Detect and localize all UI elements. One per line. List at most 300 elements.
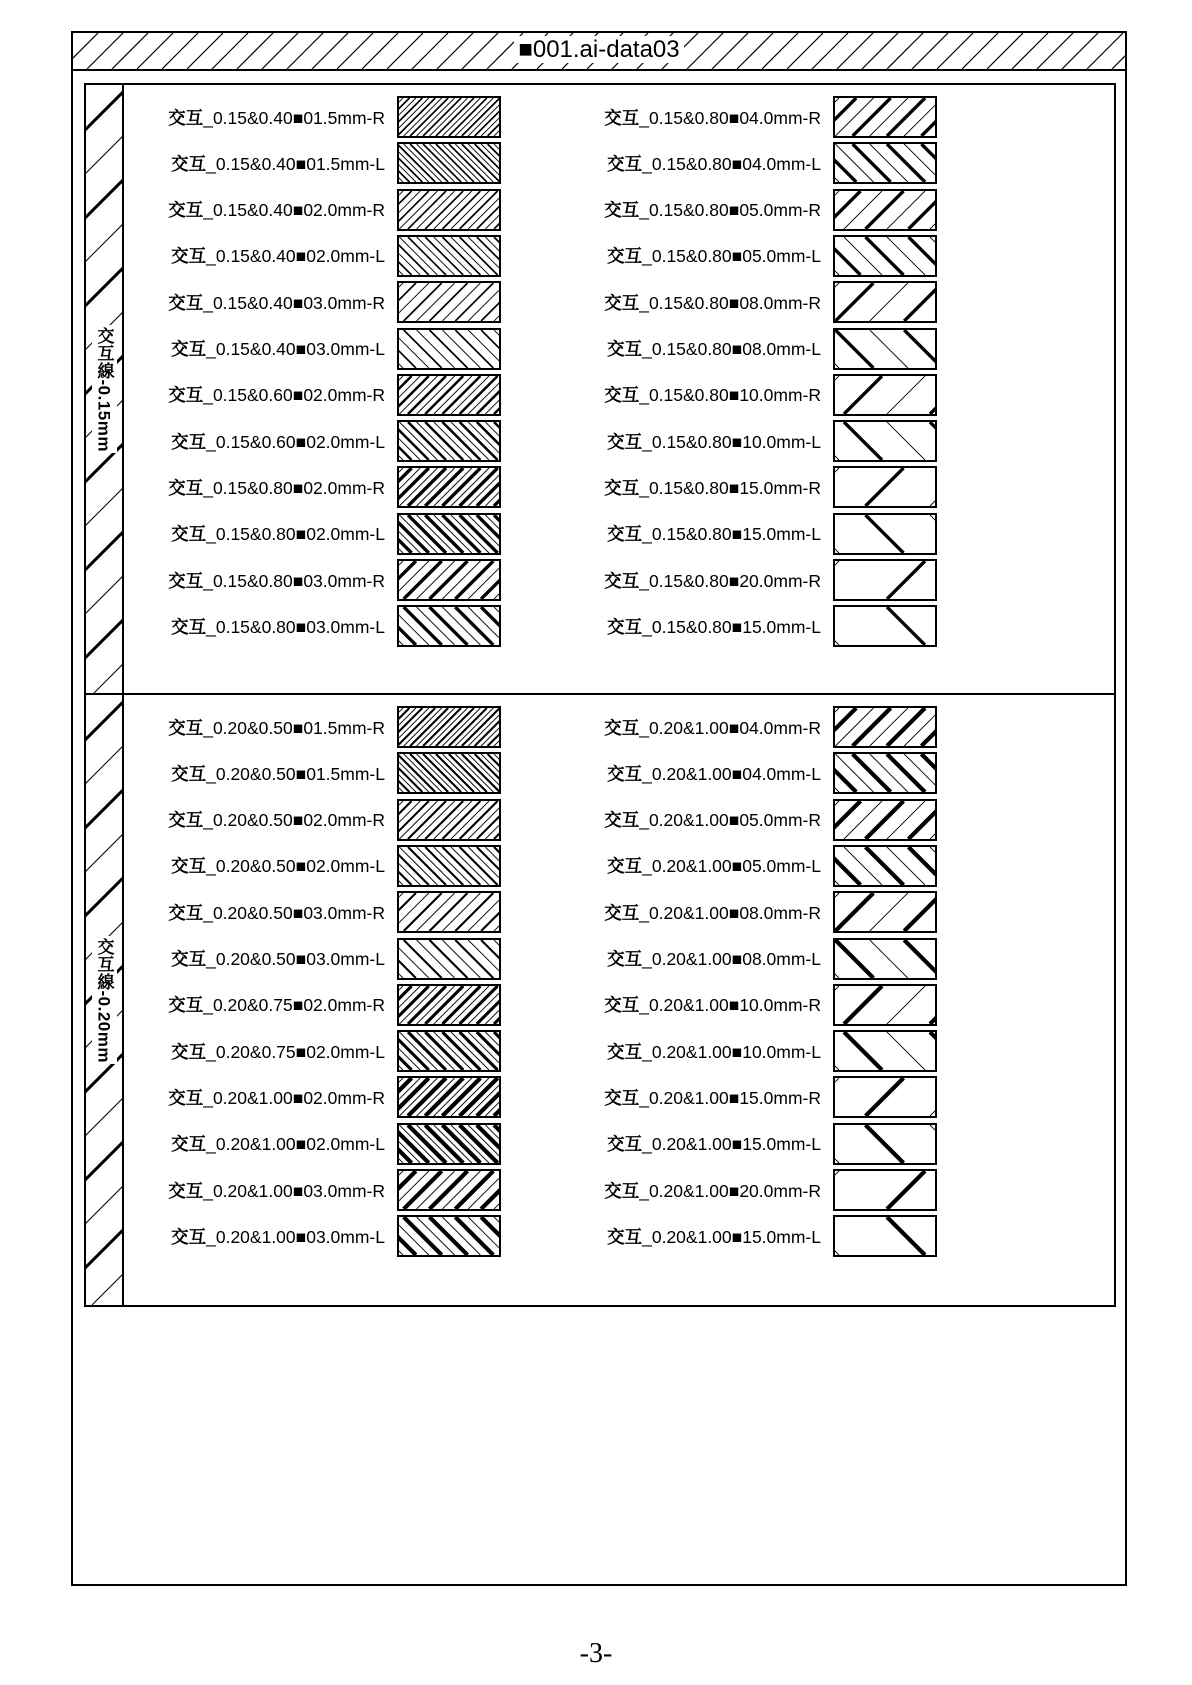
entry-label <box>142 1178 397 1203</box>
hatch-line <box>425 847 463 885</box>
legend-entry <box>142 937 501 981</box>
section-label-text: 交互線-0.20mm <box>92 936 117 1065</box>
hatch-swatch <box>397 235 501 277</box>
hatch-line <box>399 607 403 645</box>
hatch-line <box>835 607 839 645</box>
hatch-line <box>835 801 839 839</box>
hatch-swatch <box>397 984 501 1026</box>
hatch-line <box>835 144 873 182</box>
entry-label <box>142 992 397 1017</box>
hatch-line <box>887 1032 925 1070</box>
hatch-line <box>887 847 925 885</box>
legend-entry <box>142 983 501 1027</box>
hatch-line <box>844 422 882 460</box>
hatch-line <box>399 330 403 368</box>
hatch-line <box>870 940 908 978</box>
hatch-line <box>460 191 498 229</box>
hatch-swatch-graphic <box>835 1125 935 1163</box>
entry-label <box>578 761 833 786</box>
hatch-line <box>408 1032 446 1070</box>
legend-entry <box>578 95 937 139</box>
hatch-swatch-graphic <box>399 940 499 978</box>
hatch-line <box>835 708 856 746</box>
hatch-swatch-graphic <box>835 607 935 645</box>
hatch-line <box>870 708 908 746</box>
entry-label <box>578 946 833 971</box>
hatch-swatch-graphic <box>399 1171 499 1209</box>
legend-entry <box>578 604 937 648</box>
hatch-line <box>835 376 839 414</box>
hatch-line <box>904 940 935 978</box>
entry-label <box>578 614 833 639</box>
hatch-line <box>408 847 446 885</box>
entry-spec: _0.15&0.80■08.0mm-L <box>642 339 821 359</box>
hatch-line <box>460 515 498 553</box>
hatch-line <box>844 191 882 229</box>
entry-prefix: 交互 <box>604 717 640 738</box>
hatch-line <box>835 144 856 182</box>
hatch-line <box>887 801 925 839</box>
hatch-line <box>866 191 904 229</box>
hatch-line <box>904 330 935 368</box>
entry-spec: _0.20&1.00■05.0mm-R <box>639 810 821 831</box>
hatch-swatch-graphic <box>835 561 935 599</box>
entry-label <box>578 1178 833 1203</box>
hatch-swatch-graphic <box>835 98 935 136</box>
entry-spec: _0.15&0.80■15.0mm-L <box>642 524 821 545</box>
hatch-line <box>835 1125 839 1163</box>
hatch-line <box>930 515 935 553</box>
hatch-swatch <box>397 845 501 887</box>
entry-prefix: 交互 <box>171 856 207 877</box>
entry-prefix: 交互 <box>168 570 204 591</box>
entry-prefix: 交互 <box>171 1226 207 1247</box>
hatch-line <box>399 330 429 368</box>
hatch-line <box>870 754 908 792</box>
hatch-line <box>844 847 882 885</box>
legend-entry <box>142 280 501 324</box>
entry-prefix: 交互 <box>604 477 640 498</box>
hatch-line <box>835 422 839 460</box>
entry-label <box>578 382 833 407</box>
hatch-line <box>909 237 936 275</box>
legend-entry <box>578 798 937 842</box>
entry-prefix: 交互 <box>171 616 207 637</box>
hatch-line <box>481 283 499 321</box>
hatch-line <box>460 468 498 506</box>
hatch-line <box>460 986 498 1024</box>
hatch-swatch <box>397 189 501 231</box>
entry-prefix: 交互 <box>168 200 204 221</box>
legend-entry <box>142 705 501 749</box>
entry-prefix: 交互 <box>607 1226 643 1247</box>
hatch-line <box>399 940 429 978</box>
hatch-line <box>930 1125 935 1163</box>
hatch-swatch-graphic <box>835 893 935 931</box>
legend-entry <box>142 1029 501 1073</box>
hatch-line <box>930 191 935 229</box>
hatch-line <box>408 376 446 414</box>
hatch-swatch <box>833 466 937 508</box>
hatch-swatch <box>833 1169 937 1211</box>
legend-entry <box>578 373 937 417</box>
hatch-swatch-graphic <box>399 144 499 182</box>
hatch-swatch <box>833 235 937 277</box>
hatch-line <box>835 283 839 321</box>
entry-spec: _0.15&0.40■02.0mm-R <box>203 200 385 221</box>
legend-entry <box>578 983 937 1027</box>
hatch-swatch-graphic <box>399 754 499 792</box>
hatch-line <box>408 801 446 839</box>
entry-spec: _0.20&1.00■02.0mm-R <box>203 1087 385 1108</box>
entry-label <box>578 475 833 500</box>
hatch-swatch <box>833 1076 937 1118</box>
header-band <box>73 33 1125 71</box>
entry-label <box>142 1224 397 1249</box>
hatch-line <box>853 708 891 746</box>
hatch-swatch <box>833 420 937 462</box>
hatch-line <box>866 847 904 885</box>
hatch-line <box>481 940 499 978</box>
hatch-line <box>835 191 861 229</box>
entry-spec: _0.20&0.50■03.0mm-L <box>206 949 385 969</box>
entry-spec: _0.15&0.80■04.0mm-R <box>639 107 821 128</box>
entry-label <box>578 1039 833 1064</box>
hatch-line <box>481 98 499 136</box>
hatch-line <box>866 1125 904 1163</box>
entry-label <box>578 1131 833 1156</box>
hatch-swatch <box>397 281 501 323</box>
legend-entry <box>142 188 501 232</box>
entry-label <box>578 1085 833 1110</box>
entry-prefix: 交互 <box>171 1041 207 1062</box>
hatch-swatch-graphic <box>835 1078 935 1116</box>
hatch-line <box>835 1078 839 1116</box>
entry-label <box>142 243 397 268</box>
hatch-line <box>425 801 463 839</box>
entry-spec: _0.20&1.00■03.0mm-R <box>203 1180 385 1201</box>
entry-spec: _0.15&0.80■15.0mm-L <box>642 616 821 637</box>
hatch-line <box>477 801 499 839</box>
entry-spec: _0.15&0.40■01.5mm-R <box>203 107 385 128</box>
hatch-swatch <box>397 1076 501 1118</box>
entry-spec: _0.20&1.00■05.0mm-L <box>642 856 821 877</box>
entry-spec: _0.15&0.80■15.0mm-R <box>639 477 821 498</box>
entry-label <box>142 614 397 639</box>
hatch-swatch <box>833 984 937 1026</box>
entry-prefix: 交互 <box>168 902 204 923</box>
hatch-line <box>442 801 480 839</box>
hatch-line <box>425 1125 463 1163</box>
legend-entry <box>578 419 937 463</box>
hatch-swatch-graphic <box>835 986 935 1024</box>
hatch-swatch-graphic <box>399 376 499 414</box>
entry-label <box>578 1224 833 1249</box>
entry-prefix: 交互 <box>607 949 643 969</box>
legend-entry <box>578 937 937 981</box>
entry-prefix: 交互 <box>607 246 643 267</box>
hatch-line <box>844 376 882 414</box>
hatch-swatch-graphic <box>399 1125 499 1163</box>
legend-entry <box>578 558 937 602</box>
hatch-line <box>399 940 416 978</box>
hatch-swatch <box>833 1030 937 1072</box>
hatch-swatch <box>397 96 501 138</box>
legend-entry <box>142 512 501 556</box>
hatch-line <box>477 847 499 885</box>
entry-spec: _0.15&0.40■03.0mm-R <box>203 292 385 313</box>
hatch-line <box>930 1032 935 1070</box>
hatch-swatch-graphic <box>835 237 935 275</box>
hatch-line <box>425 986 463 1024</box>
hatch-line <box>408 1125 446 1163</box>
hatch-swatch <box>397 374 501 416</box>
legend-entry <box>578 512 937 556</box>
hatch-line <box>399 893 403 931</box>
hatch-swatch-graphic <box>835 847 935 885</box>
hatch-line <box>835 330 873 368</box>
section-label-text: 交互線-0.15mm <box>92 325 117 454</box>
hatch-swatch-graphic <box>399 708 499 746</box>
hatch-line <box>930 376 935 414</box>
hatch-line <box>399 561 403 599</box>
entry-label <box>142 1039 397 1064</box>
entry-prefix: 交互 <box>171 431 207 452</box>
legend-entry <box>578 327 937 371</box>
hatch-line <box>887 237 925 275</box>
hatch-swatch <box>833 559 937 601</box>
hatch-legend <box>84 83 1116 1307</box>
hatch-line <box>835 330 839 368</box>
hatch-swatch <box>833 281 937 323</box>
entry-prefix: 交互 <box>168 810 204 831</box>
hatch-line <box>399 893 416 931</box>
entry-label <box>578 151 833 176</box>
entry-label <box>142 1085 397 1110</box>
hatch-swatch <box>833 1123 937 1165</box>
hatch-swatch <box>397 752 501 794</box>
entry-prefix: 交互 <box>607 431 643 452</box>
hatch-line <box>870 98 908 136</box>
entry-label <box>578 105 833 130</box>
entry-spec: _0.15&0.80■03.0mm-R <box>203 570 385 591</box>
hatch-line <box>866 237 904 275</box>
section-side-band <box>86 85 124 693</box>
hatch-swatch <box>397 891 501 933</box>
entry-spec: _0.15&0.40■02.0mm-L <box>206 246 385 267</box>
hatch-line <box>399 330 416 368</box>
hatch-line <box>930 986 935 1024</box>
entry-label <box>578 521 833 546</box>
entry-label <box>142 151 397 176</box>
legend-entry <box>142 558 501 602</box>
legend-entry <box>142 1122 501 1166</box>
entry-prefix: 交互 <box>604 1180 640 1201</box>
hatch-line <box>887 191 925 229</box>
hatch-line <box>481 561 499 599</box>
hatch-line <box>887 422 925 460</box>
hatch-line <box>870 893 908 931</box>
hatch-swatch-graphic <box>399 283 499 321</box>
hatch-line <box>408 468 446 506</box>
legend-entry <box>578 141 937 185</box>
hatch-swatch <box>397 466 501 508</box>
hatch-line <box>408 986 446 1024</box>
legend-entry <box>142 141 501 185</box>
entry-prefix: 交互 <box>168 717 204 738</box>
legend-entry <box>578 188 937 232</box>
entry-spec: _0.20&1.00■03.0mm-L <box>206 1226 385 1247</box>
entry-spec: _0.15&0.60■02.0mm-L <box>206 431 385 452</box>
hatch-line <box>425 191 463 229</box>
hatch-swatch-graphic <box>399 607 499 645</box>
entry-label <box>142 382 397 407</box>
hatch-swatch-graphic <box>835 1032 935 1070</box>
hatch-swatch <box>833 938 937 980</box>
section-crosshatch-0-20mm <box>86 695 1114 1305</box>
hatch-line <box>460 1125 498 1163</box>
page-number: -3- <box>579 1638 613 1669</box>
legend-entry <box>142 465 501 509</box>
entry-prefix: 交互 <box>168 477 204 498</box>
hatch-swatch <box>833 96 937 138</box>
hatch-line <box>442 1032 480 1070</box>
hatch-line <box>904 893 935 931</box>
hatch-line <box>835 468 839 506</box>
entry-prefix: 交互 <box>171 339 207 359</box>
entry-spec: _0.15&0.60■02.0mm-R <box>203 385 385 406</box>
legend-entry <box>142 798 501 842</box>
legend-entry <box>142 604 501 648</box>
hatch-line <box>835 1032 839 1070</box>
hatch-swatch <box>397 559 501 601</box>
entry-spec: _0.20&1.00■08.0mm-L <box>642 949 821 969</box>
hatch-line <box>904 283 935 321</box>
entry-spec: _0.15&0.80■10.0mm-L <box>642 431 821 452</box>
entry-label <box>578 900 833 925</box>
entry-label <box>578 336 833 361</box>
hatch-line <box>442 422 480 460</box>
hatch-line <box>481 754 499 792</box>
hatch-line <box>887 144 925 182</box>
entry-prefix: 交互 <box>168 1180 204 1201</box>
hatch-line <box>887 708 925 746</box>
hatch-line <box>887 561 925 599</box>
entry-prefix: 交互 <box>168 107 204 128</box>
hatch-line <box>835 801 861 839</box>
hatch-line <box>835 893 873 931</box>
hatch-swatch-graphic <box>399 801 499 839</box>
hatch-line <box>442 376 480 414</box>
hatch-swatch-graphic <box>399 98 499 136</box>
entry-label <box>578 807 833 832</box>
hatch-swatch-graphic <box>399 468 499 506</box>
section-label <box>86 85 122 693</box>
hatch-line <box>866 1078 904 1116</box>
entry-prefix: 交互 <box>604 107 640 128</box>
hatch-line <box>835 940 873 978</box>
entry-spec: _0.15&0.80■08.0mm-R <box>639 292 821 313</box>
hatch-line <box>835 283 873 321</box>
entry-spec: _0.20&0.50■03.0mm-R <box>203 902 385 923</box>
hatch-line <box>887 1217 925 1255</box>
hatch-line <box>481 893 499 931</box>
hatch-line <box>442 515 480 553</box>
entry-spec: _0.15&0.80■05.0mm-R <box>639 200 821 221</box>
hatch-line <box>887 986 925 1024</box>
hatch-swatch-graphic <box>399 893 499 931</box>
hatch-swatch <box>833 752 937 794</box>
hatch-line <box>425 1078 463 1116</box>
legend-entry <box>578 1122 937 1166</box>
hatch-line <box>442 237 480 275</box>
hatch-line <box>835 847 861 885</box>
hatch-line <box>844 801 882 839</box>
entry-prefix: 交互 <box>604 810 640 831</box>
hatch-swatch-graphic <box>399 1032 499 1070</box>
entry-label <box>142 715 397 740</box>
hatch-line <box>442 468 480 506</box>
hatch-line <box>835 708 873 746</box>
entry-prefix: 交互 <box>171 763 207 784</box>
hatch-swatch <box>833 1215 937 1257</box>
hatch-line <box>853 98 891 136</box>
entry-prefix: 交互 <box>171 949 207 969</box>
hatch-line <box>835 986 839 1024</box>
entry-prefix: 交互 <box>607 616 643 637</box>
entry-label <box>142 761 397 786</box>
hatch-swatch-graphic <box>835 1217 935 1255</box>
hatch-line <box>460 1078 498 1116</box>
hatch-swatch-graphic <box>835 801 935 839</box>
legend-entry <box>578 465 937 509</box>
hatch-swatch <box>397 328 501 370</box>
entry-spec: _0.20&1.00■10.0mm-R <box>639 995 821 1016</box>
entry-label <box>142 521 397 546</box>
entry-spec: _0.20&1.00■04.0mm-L <box>642 763 821 784</box>
hatch-swatch-graphic <box>399 237 499 275</box>
entry-spec: _0.20&0.75■02.0mm-R <box>203 995 385 1016</box>
hatch-line <box>930 1078 935 1116</box>
hatch-line <box>399 283 429 321</box>
hatch-line <box>909 191 936 229</box>
hatch-line <box>481 607 499 645</box>
hatch-line <box>442 1078 480 1116</box>
entry-label <box>578 715 833 740</box>
hatch-line <box>425 422 463 460</box>
hatch-swatch-graphic <box>835 191 935 229</box>
hatch-line <box>425 515 463 553</box>
hatch-swatch-graphic <box>399 561 499 599</box>
legend-entry <box>578 280 937 324</box>
hatch-line <box>835 98 856 136</box>
hatch-line <box>399 940 403 978</box>
legend-entry <box>142 419 501 463</box>
hatch-line <box>481 708 499 746</box>
hatch-line <box>866 468 904 506</box>
entry-prefix: 交互 <box>604 902 640 923</box>
hatch-line <box>468 330 499 368</box>
entry-spec: _0.15&0.80■10.0mm-R <box>639 385 821 406</box>
hatch-line <box>399 283 403 321</box>
entry-label <box>142 336 397 361</box>
hatch-line <box>930 847 935 885</box>
hatch-line <box>494 893 499 931</box>
hatch-line <box>835 237 861 275</box>
entry-prefix: 交互 <box>171 246 207 267</box>
entry-spec: _0.20&0.50■02.0mm-L <box>206 856 385 877</box>
entry-spec: _0.20&1.00■04.0mm-R <box>639 717 821 738</box>
